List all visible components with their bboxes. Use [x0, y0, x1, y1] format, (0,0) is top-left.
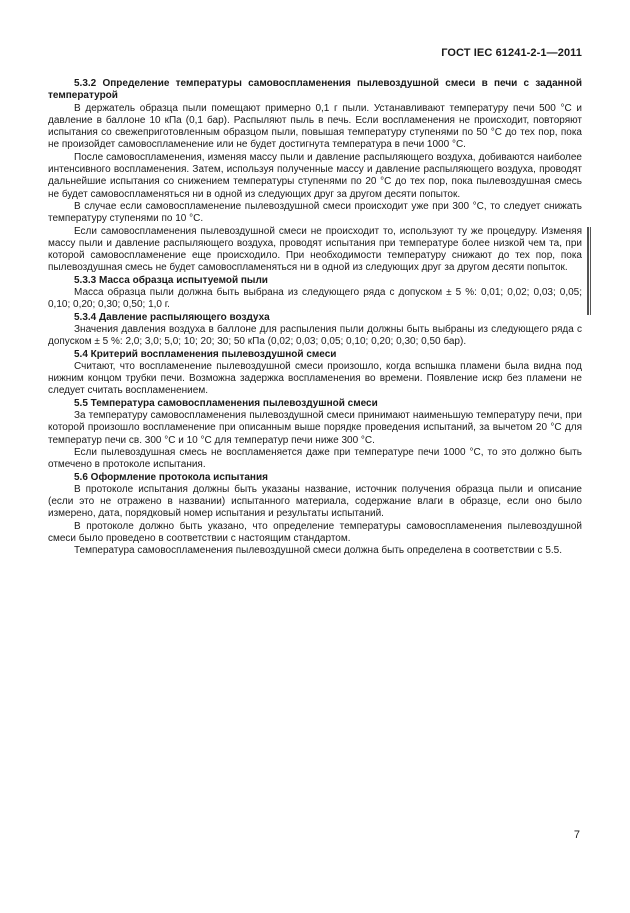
section-heading-5-5: 5.5 Температура самовоспламенения пылевоздушной смеси [74, 397, 378, 409]
document-body [48, 78, 582, 558]
document-header: ГОСТ IEC 61241-2-1—2011 [441, 47, 582, 59]
section-heading-5-3-2: 5.3.2 Определение температуры самовоспламенения пылевоздушной смеси в печи с заданной температурой [48, 78, 582, 102]
paragraph: После самовоспламенения, изменяя массу пыли и давление распыляющего воздуха, добиваются наиболее интенсивного воспламенения. Затем, используя полученные массу и давление распыляющего воздуха, проводят дальнейшие испытания со снижением температуры ступенями по 20 °С до тех пор, пока пылевоздушная смесь не будет самовоспламеняться ни в одной из следующих друг за другом десяти попыток. [48, 151, 582, 200]
section-heading-5-3-4: 5.3.4 Давление распыляющего воздуха [74, 311, 270, 323]
paragraph: В держатель образца пыли помещают примерно 0,1 г пыли. Устанавливают температуру печи 500 °С и давление в баллоне 10 кПа (0,1 бар). Распыляют пыль в печь. Если воспламенения не происходит, повторяют испытания со свежеприготовленным образцом пыли, повышая температуру ступенями по 50 °С до тех пор, пока не произойдет самовоспламенение или не будет достигнута температура в печи 1000 °С. [48, 102, 582, 151]
section-heading-5-6: 5.6 Оформление протокола испытания [74, 471, 268, 483]
paragraph: Если самовоспламенения пылевоздушной смеси не происходит то, используют ту же процедуру. Изменяя массу пыли и давление распыляющего воздуха, проводят испытания при температуре более низкой чем та, при которой самовоспламенение еще происходило. При необходимости температуру снижают до тех пор, пока пылевоздушная смесь не будет самовоспламеняться ни в одной из следующих друг за другом десяти попыток. [48, 225, 582, 274]
section-heading-5-3-3: 5.3.3 Масса образца испытуемой пыли [74, 274, 268, 286]
page-number: 7 [573, 829, 580, 841]
paragraph: В протоколе должно быть указано, что определение температуры самовоспламенения пылевоздушной смеси было проведено в соответствии с настоящим стандартом. [48, 520, 582, 544]
paragraph: В случае если самовоспламенение пылевоздушной смеси происходит уже при 300 °С, то следует снижать температуру ступенями по 10 °С. [48, 200, 582, 225]
revision-bar [587, 227, 589, 315]
paragraph: За температуру самовоспламенения пылевоздушной смеси принимают наименьшую температуру печи, при которой произошло воспламенение при описанным выше порядке проведения испытаний, за вычетом 20 °С для температур печи св. 300 °С и 10 °С для температур печи ниже 300 °С. [48, 410, 582, 446]
paragraph: Считают, что воспламенение пылевоздушной смеси произошло, когда вспышка пламени была видна под нижним концом трубки печи. Возможна задержка воспламенения во времени. Появление искр без пламени не следует считать воспламенением. [48, 360, 582, 397]
section-heading-5-4: 5.4 Критерий воспламенения пылевоздушной смеси [74, 348, 337, 360]
paragraph: Значения давления воздуха в баллоне для распыления пыли должны быть выбраны из следующего ряда с допуском ± 5 %: 2,0; 3,0; 5,0; 10; 20; 30; 50 кПа (0,02; 0,03; 0,05; 0,10; 0,20; 0,30; 0,50 бар). [48, 323, 582, 348]
paragraph: В протоколе испытания должны быть указаны название, источник получения образца пыли и описание (если это не отражено в названии) испытанного материала, содержание влаги в образце, если оно было измерено, дата, порядковый номер испытания и результаты испытаний. [48, 483, 582, 520]
paragraph: Температура самовоспламенения пылевоздушной смеси должна быть определена в соответствии с 5.5. [74, 545, 562, 557]
paragraph: Масса образца пыли должна быть выбрана из следующего ряда с допуском ± 5 %: 0,01; 0,02; 0,03; 0,05; 0,10; 0,20; 0,30; 0,50; 1,0 г. [48, 287, 582, 311]
paragraph: Если пылевоздушная смесь не воспламеняется даже при температуре печи 1000 °С, то это должно быть отмечено в протоколе испытания. [48, 446, 582, 471]
